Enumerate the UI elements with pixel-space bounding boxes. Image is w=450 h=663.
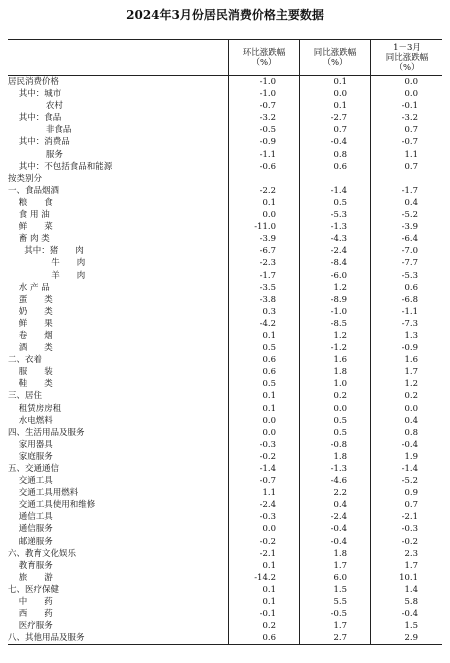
row-label: 服 装 bbox=[8, 367, 53, 378]
header-yoy-line2: （%） bbox=[322, 57, 348, 68]
mom-value: 0.6 bbox=[262, 633, 276, 644]
table-row bbox=[8, 523, 442, 535]
row-label: 医疗服务 bbox=[8, 621, 53, 632]
ytd-value: -1.1 bbox=[401, 306, 418, 317]
ytd-value: 2.3 bbox=[404, 548, 418, 559]
row-label: 四、生活用品及服务 bbox=[8, 427, 85, 438]
row-label: 鞋 类 bbox=[8, 379, 53, 390]
row-label: 交通工具用燃料 bbox=[8, 488, 79, 499]
ytd-value: -0.4 bbox=[401, 609, 418, 620]
yoy-value: 1.7 bbox=[333, 560, 347, 571]
table-row bbox=[8, 487, 442, 499]
ytd-value: 5.8 bbox=[404, 597, 418, 608]
row-label: 食 用 油 bbox=[8, 210, 50, 221]
row-label: 邮递服务 bbox=[8, 536, 53, 547]
table-row bbox=[8, 88, 442, 100]
yoy-value: 0.1 bbox=[333, 101, 347, 112]
ytd-value: 1.2 bbox=[404, 379, 418, 390]
yoy-value: 0.6 bbox=[333, 161, 347, 172]
yoy-value: -1.3 bbox=[330, 464, 347, 474]
table-row bbox=[8, 475, 442, 487]
yoy-value: -5.3 bbox=[330, 210, 347, 221]
mom-value: -3.2 bbox=[259, 113, 276, 124]
ytd-value: -6.4 bbox=[401, 234, 418, 245]
row-label: 居民消费价格 bbox=[8, 77, 60, 87]
table-row bbox=[8, 76, 442, 88]
row-label: 通信工具 bbox=[8, 512, 53, 523]
yoy-value: 0.5 bbox=[333, 197, 347, 208]
table-row bbox=[8, 439, 442, 451]
row-label: 服务 bbox=[8, 149, 63, 160]
header-yoy-line1: 同比涨跌幅 bbox=[313, 47, 357, 58]
yoy-value: -1.3 bbox=[330, 222, 347, 233]
yoy-value: 5.5 bbox=[333, 597, 347, 608]
ytd-value: 1.3 bbox=[404, 330, 418, 341]
table-row bbox=[8, 173, 442, 185]
header-ytd-line2: 同比涨跌幅 bbox=[385, 52, 429, 63]
table-row bbox=[8, 318, 442, 330]
table-row bbox=[8, 245, 442, 257]
table-row bbox=[8, 197, 442, 209]
mom-value: -0.6 bbox=[259, 161, 276, 172]
yoy-value: -8.4 bbox=[330, 258, 347, 269]
ytd-value: -5.2 bbox=[401, 210, 418, 221]
mom-value: 0.6 bbox=[262, 367, 276, 378]
ytd-value: 0.0 bbox=[404, 89, 418, 100]
table-row bbox=[8, 124, 442, 136]
ytd-value: 0.4 bbox=[404, 197, 418, 208]
ytd-value: 0.0 bbox=[404, 77, 418, 87]
row-label: 三、居住 bbox=[8, 391, 43, 402]
table-row bbox=[8, 233, 442, 245]
table-row bbox=[8, 306, 442, 318]
ytd-value: -7.3 bbox=[401, 318, 418, 329]
row-label: 蛋 类 bbox=[8, 294, 53, 305]
yoy-value: 1.8 bbox=[333, 451, 347, 462]
ytd-value: -0.9 bbox=[401, 343, 418, 354]
table-row bbox=[8, 463, 442, 475]
mom-value: -0.5 bbox=[259, 125, 276, 136]
row-label: 卷 烟 bbox=[8, 330, 53, 341]
mom-value: 0.0 bbox=[262, 427, 276, 438]
ytd-value: -1.4 bbox=[401, 464, 418, 474]
mom-value: -3.8 bbox=[259, 294, 276, 305]
mom-value: 0.6 bbox=[262, 355, 276, 366]
row-label: 通信服务 bbox=[8, 524, 53, 535]
yoy-value: -8.5 bbox=[330, 318, 347, 329]
table-row bbox=[8, 584, 442, 596]
ytd-value: 0.8 bbox=[404, 427, 418, 438]
mom-value: -0.7 bbox=[259, 101, 276, 112]
mom-value: 0.1 bbox=[262, 391, 276, 402]
ytd-value: 0.2 bbox=[404, 391, 418, 402]
mom-value: -0.1 bbox=[259, 609, 276, 620]
yoy-value: -8.9 bbox=[330, 294, 347, 305]
mom-value: -1.0 bbox=[259, 77, 276, 87]
table-body bbox=[8, 76, 442, 644]
table-row bbox=[8, 354, 442, 366]
table-row bbox=[8, 330, 442, 342]
row-label: 家用器具 bbox=[8, 439, 53, 450]
mom-value: 0.1 bbox=[262, 560, 276, 571]
ytd-value: 0.7 bbox=[404, 500, 418, 511]
cpi-table bbox=[8, 39, 442, 645]
table-row bbox=[8, 499, 442, 511]
ytd-value: -6.8 bbox=[401, 294, 418, 305]
row-label: 按类别分 bbox=[8, 173, 43, 184]
yoy-value: 2.7 bbox=[333, 633, 347, 644]
table-row bbox=[8, 390, 442, 402]
row-label: 鲜 果 bbox=[8, 318, 53, 329]
header-ytd-line1: 1－3月 bbox=[393, 42, 421, 53]
row-label: 其中：不包括食品和能源 bbox=[8, 161, 113, 172]
table-row bbox=[8, 209, 442, 221]
mom-value: -0.2 bbox=[259, 536, 276, 547]
ytd-value: -0.3 bbox=[401, 524, 418, 535]
ytd-value: -5.3 bbox=[401, 270, 418, 281]
mom-value: -2.3 bbox=[259, 258, 276, 269]
header-mom bbox=[228, 40, 299, 75]
ytd-value: -0.4 bbox=[401, 439, 418, 450]
table-row bbox=[8, 257, 442, 269]
mom-value: -3.9 bbox=[259, 234, 276, 245]
ytd-value: -0.2 bbox=[401, 536, 418, 547]
row-label: 羊 肉 bbox=[8, 270, 86, 281]
row-label: 六、教育文化娱乐 bbox=[8, 548, 77, 559]
mom-value: 0.0 bbox=[262, 524, 276, 535]
row-label: 旅 游 bbox=[8, 572, 53, 583]
ytd-value: 1.6 bbox=[404, 355, 418, 366]
row-label: 畜 肉 类 bbox=[8, 234, 50, 245]
ytd-value: -0.7 bbox=[401, 137, 418, 148]
header-mom-line1: 环比涨跌幅 bbox=[242, 47, 286, 58]
table-row bbox=[8, 415, 442, 427]
ytd-value: -1.7 bbox=[401, 185, 418, 196]
mom-value: -0.2 bbox=[259, 451, 276, 462]
ytd-value: 0.9 bbox=[404, 488, 418, 499]
yoy-value: 1.2 bbox=[333, 282, 347, 293]
table-row bbox=[8, 282, 442, 294]
header-ytd bbox=[370, 40, 443, 75]
mom-value: 0.3 bbox=[262, 306, 276, 317]
ytd-value: 0.0 bbox=[404, 403, 418, 414]
mom-value: 0.1 bbox=[262, 584, 276, 595]
mom-value: -0.9 bbox=[259, 137, 276, 148]
ytd-value: 2.9 bbox=[404, 633, 418, 644]
mom-value: -3.5 bbox=[259, 282, 276, 293]
yoy-value: -2.4 bbox=[330, 512, 347, 523]
mom-value: -4.2 bbox=[259, 318, 276, 329]
mom-value: -11.0 bbox=[254, 222, 276, 233]
ytd-value: -3.2 bbox=[401, 113, 418, 124]
yoy-value: 2.2 bbox=[333, 488, 347, 499]
ytd-value: 0.7 bbox=[404, 125, 418, 136]
yoy-value: -0.5 bbox=[330, 609, 347, 620]
yoy-value: 1.0 bbox=[333, 379, 347, 390]
table-row bbox=[8, 427, 442, 439]
row-label: 水 产 品 bbox=[8, 282, 50, 293]
table-header bbox=[8, 40, 442, 76]
yoy-value: -4.3 bbox=[330, 234, 347, 245]
table-row bbox=[8, 511, 442, 523]
yoy-value: -0.4 bbox=[330, 137, 347, 148]
table-row bbox=[8, 366, 442, 378]
ytd-value: -0.1 bbox=[401, 101, 418, 112]
ytd-value: -3.9 bbox=[401, 222, 418, 233]
ytd-value: 0.7 bbox=[404, 161, 418, 172]
mom-value: -1.4 bbox=[259, 464, 276, 474]
yoy-value: -2.4 bbox=[330, 246, 347, 257]
page-title: 2024年3月份居民消费价格主要数据 bbox=[126, 8, 324, 22]
row-label: 其中：消费品 bbox=[8, 137, 70, 148]
yoy-value: 0.5 bbox=[333, 427, 347, 438]
row-label: 西 药 bbox=[8, 609, 53, 620]
yoy-value: -1.4 bbox=[330, 185, 347, 196]
row-label: 交通工具 bbox=[8, 476, 53, 487]
yoy-value: 0.2 bbox=[333, 391, 347, 402]
yoy-value: 6.0 bbox=[333, 572, 347, 583]
table-row bbox=[8, 596, 442, 608]
ytd-value: -2.1 bbox=[401, 512, 418, 523]
mom-value: -0.7 bbox=[259, 476, 276, 487]
table-row bbox=[8, 608, 442, 620]
mom-value: 1.1 bbox=[262, 488, 276, 499]
table-row bbox=[8, 136, 442, 148]
row-label: 其中：食品 bbox=[8, 113, 62, 124]
mom-value: -0.3 bbox=[259, 512, 276, 523]
mom-value: -6.7 bbox=[259, 246, 276, 257]
table-row bbox=[8, 294, 442, 306]
row-label: 非食品 bbox=[8, 125, 72, 136]
row-label: 水电燃料 bbox=[8, 415, 53, 426]
row-label: 中 药 bbox=[8, 597, 53, 608]
row-label: 其中：猪 肉 bbox=[8, 246, 84, 257]
row-label: 七、医疗保健 bbox=[8, 584, 60, 595]
yoy-value: 0.7 bbox=[333, 125, 347, 136]
row-label: 粮 食 bbox=[8, 197, 53, 208]
row-label: 家庭服务 bbox=[8, 451, 53, 462]
table-row bbox=[8, 536, 442, 548]
row-label: 酒 类 bbox=[8, 343, 53, 354]
yoy-value: -2.7 bbox=[330, 113, 347, 124]
row-label: 奶 类 bbox=[8, 306, 53, 317]
mom-value: 0.1 bbox=[262, 197, 276, 208]
table-row bbox=[8, 161, 442, 173]
yoy-value: 1.8 bbox=[333, 548, 347, 559]
table-row bbox=[8, 100, 442, 112]
mom-value: 0.1 bbox=[262, 597, 276, 608]
row-label: 一、食品烟酒 bbox=[8, 185, 60, 196]
row-label: 八、其他用品及服务 bbox=[8, 633, 85, 644]
table-row bbox=[8, 403, 442, 415]
table-row bbox=[8, 632, 442, 644]
ytd-value: -5.2 bbox=[401, 476, 418, 487]
row-label: 二、衣着 bbox=[8, 355, 43, 366]
table-row bbox=[8, 560, 442, 572]
yoy-value: -0.8 bbox=[330, 439, 347, 450]
mom-value: 0.5 bbox=[262, 343, 276, 354]
table-row bbox=[8, 270, 442, 282]
table-row bbox=[8, 221, 442, 233]
yoy-value: -6.0 bbox=[330, 270, 347, 281]
mom-value: -2.2 bbox=[259, 185, 276, 196]
mom-value: 0.0 bbox=[262, 210, 276, 221]
mom-value: -2.4 bbox=[259, 500, 276, 511]
yoy-value: 0.0 bbox=[333, 89, 347, 100]
yoy-value: 0.4 bbox=[333, 500, 347, 511]
yoy-value: -0.4 bbox=[330, 536, 347, 547]
yoy-value: -1.2 bbox=[330, 343, 347, 354]
yoy-value: 0.0 bbox=[333, 403, 347, 414]
ytd-value: 1.5 bbox=[404, 621, 418, 632]
table-row bbox=[8, 112, 442, 124]
ytd-value: 1.9 bbox=[404, 451, 418, 462]
row-label: 五、交通通信 bbox=[8, 464, 60, 474]
ytd-value: 1.7 bbox=[404, 560, 418, 571]
row-label: 鲜 菜 bbox=[8, 222, 53, 233]
header-ytd-line3: （%） bbox=[394, 62, 420, 73]
yoy-value: 0.5 bbox=[333, 415, 347, 426]
ytd-value: -7.0 bbox=[401, 246, 418, 257]
mom-value: 0.0 bbox=[262, 415, 276, 426]
table-row bbox=[8, 185, 442, 197]
yoy-value: 1.7 bbox=[333, 621, 347, 632]
mom-value: -1.7 bbox=[259, 270, 276, 281]
ytd-value: 10.1 bbox=[399, 572, 418, 583]
table-row bbox=[8, 149, 442, 161]
mom-value: 0.5 bbox=[262, 379, 276, 390]
row-label: 农村 bbox=[8, 101, 63, 112]
ytd-value: 1.7 bbox=[404, 367, 418, 378]
table-row bbox=[8, 378, 442, 390]
mom-value: 0.1 bbox=[262, 330, 276, 341]
mom-value: 0.1 bbox=[262, 403, 276, 414]
row-label: 租赁房房租 bbox=[8, 403, 62, 414]
yoy-value: 0.8 bbox=[333, 149, 347, 160]
table-row bbox=[8, 342, 442, 354]
row-label: 交通工具使用和维修 bbox=[8, 500, 96, 511]
ytd-value: -7.7 bbox=[401, 258, 418, 269]
table-row bbox=[8, 572, 442, 584]
yoy-value: 1.5 bbox=[333, 584, 347, 595]
ytd-value: 1.4 bbox=[404, 584, 418, 595]
mom-value: -0.3 bbox=[259, 439, 276, 450]
table-row bbox=[8, 548, 442, 560]
ytd-value: 0.6 bbox=[404, 282, 418, 293]
mom-value: -1.0 bbox=[259, 89, 276, 100]
row-label: 牛 肉 bbox=[8, 258, 86, 269]
yoy-value: 1.8 bbox=[333, 367, 347, 378]
header-yoy bbox=[299, 40, 370, 75]
yoy-value: -0.4 bbox=[330, 524, 347, 535]
mom-value: -2.1 bbox=[259, 548, 276, 559]
row-label: 其中：城市 bbox=[8, 89, 62, 100]
table-row bbox=[8, 620, 442, 632]
yoy-value: -1.0 bbox=[330, 306, 347, 317]
yoy-value: -4.6 bbox=[330, 476, 347, 487]
row-label: 教育服务 bbox=[8, 560, 53, 571]
mom-value: 0.2 bbox=[262, 621, 276, 632]
yoy-value: 1.2 bbox=[333, 330, 347, 341]
ytd-value: 0.4 bbox=[404, 415, 418, 426]
yoy-value: 0.1 bbox=[333, 77, 347, 87]
header-mom-line2: （%） bbox=[251, 57, 277, 68]
yoy-value: 1.6 bbox=[333, 355, 347, 366]
mom-value: -14.2 bbox=[254, 572, 276, 583]
table-row bbox=[8, 451, 442, 463]
ytd-value: 1.1 bbox=[404, 149, 418, 160]
mom-value: -1.1 bbox=[259, 149, 276, 160]
